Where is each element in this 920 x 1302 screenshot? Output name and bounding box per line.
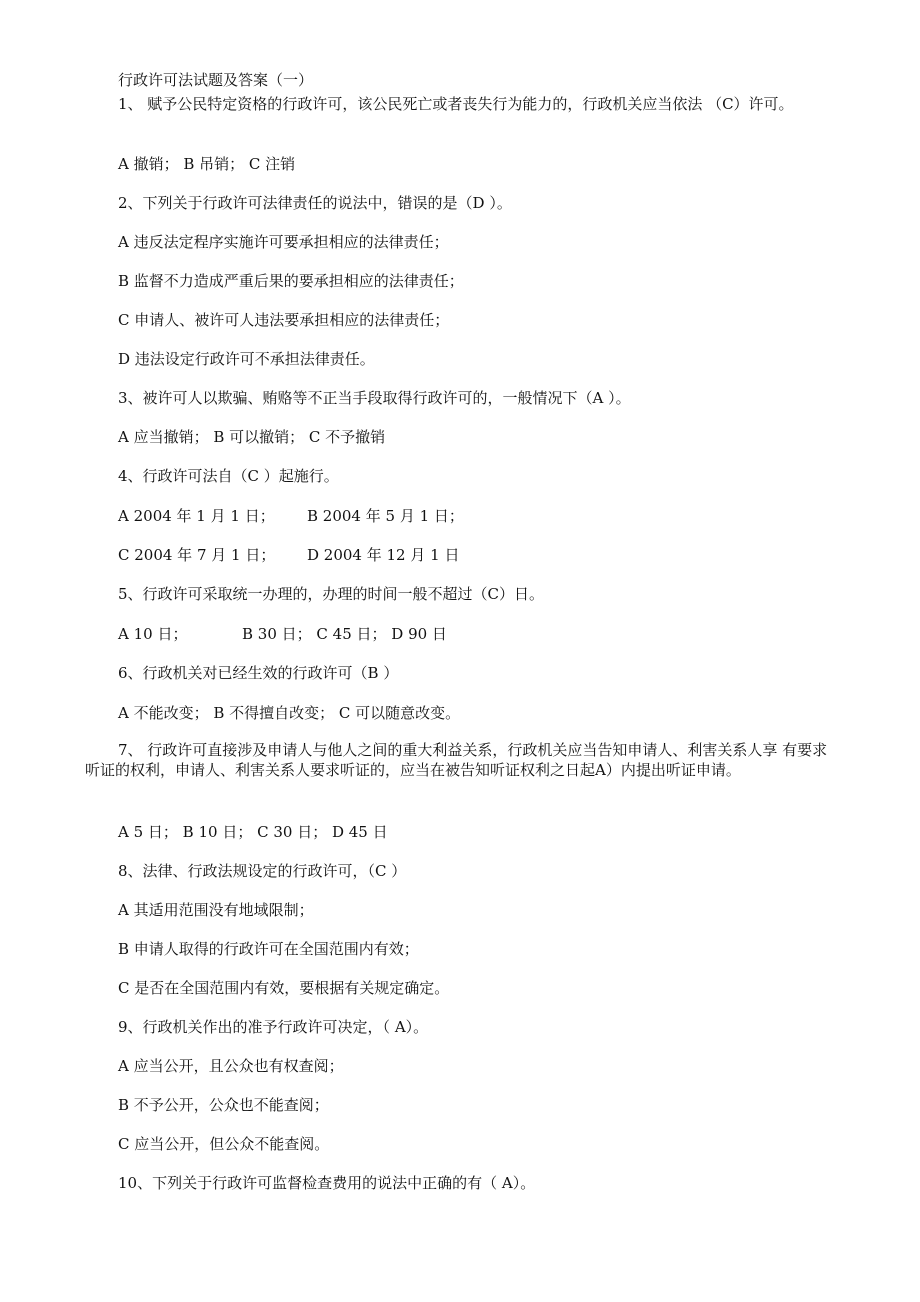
question-8-option-a: A 其适用范围没有地域限制； [118, 901, 314, 919]
question-2-option-d: D 违法设定行政许可不承担法律责任。 [118, 350, 375, 368]
question-9-option-b: B 不予公开，公众也不能查阅； [118, 1096, 329, 1114]
question-2-option-b: B 监督不力造成严重后果的要承担相应的法律责任； [118, 272, 464, 290]
question-4-option-d: D 2004 年 12 月 1 日 [307, 546, 460, 564]
question-4-stem: 4、行政许可法自（C ）起施行。 [118, 467, 339, 485]
question-8-option-b: B 申请人取得的行政许可在全国范围内有效； [118, 940, 419, 958]
question-9-stem: 9、行政机关作出的准予行政许可决定，（ A）。 [118, 1018, 429, 1036]
question-8-option-c: C 是否在全国范围内有效，要根据有关规定确定。 [118, 979, 450, 997]
question-1-stem: 1、 赋予公民特定资格的行政许可，该公民死亡或者丧失行为能力的，行政机关应当依法 （C）许可。 [118, 95, 794, 113]
question-9-option-c: C 应当公开，但公众不能查阅。 [118, 1135, 330, 1153]
question-5-option-a: A 10 日； [118, 625, 188, 643]
question-8-stem: 8、法律、行政法规设定的行政许可，（C ） [118, 862, 407, 880]
question-5-stem: 5、行政许可采取统一办理的，办理的时间一般不超过（C）日。 [118, 585, 545, 603]
question-2-option-a: A 违反法定程序实施许可要承担相应的法律责任； [118, 233, 449, 251]
question-4-option-a: A 2004 年 1 月 1 日； [118, 507, 275, 525]
question-10-stem: 10、下列关于行政许可监督检查费用的说法中正确的有（ A）。 [118, 1174, 536, 1192]
question-3-stem: 3、被许可人以欺骗、贿赂等不正当手段取得行政许可的，一般情况下（A ）。 [118, 389, 631, 407]
question-2-option-c: C 申请人、被许可人违法要承担相应的法律责任； [118, 311, 450, 329]
question-5-options-rest: B 30 日； C 45 日； D 90 日 [242, 625, 447, 643]
question-1-options: A 撤销； B 吊销； C 注销 [118, 155, 296, 173]
question-4-option-b: B 2004 年 5 月 1 日； [307, 507, 464, 525]
document-title: 行政许可法试题及答案（一） [118, 71, 314, 89]
question-7-stem: 7、 行政许可直接涉及申请人与他人之间的重大利益关系，行政机关应当告知申请人、利害关系人享 有要求听证的权利，申请人、利害关系人要求听证的，应当在被告知听证权利之日起A）内提出听证申请。 [85, 741, 828, 779]
question-9-option-a: A 应当公开，且公众也有权查阅； [118, 1057, 344, 1075]
question-6-options: A 不能改变； B 不得擅自改变； C 可以随意改变。 [118, 704, 461, 722]
question-7-options: A 5 日； B 10 日； C 30 日； D 45 日 [118, 823, 388, 841]
question-2-stem: 2、下列关于行政许可法律责任的说法中，错误的是（D ）。 [118, 194, 512, 212]
question-4-option-c: C 2004 年 7 月 1 日； [118, 546, 276, 564]
question-3-options: A 应当撤销； B 可以撤销； C 不予撤销 [118, 428, 386, 446]
question-6-stem: 6、行政机关对已经生效的行政许可（B ） [118, 664, 399, 682]
